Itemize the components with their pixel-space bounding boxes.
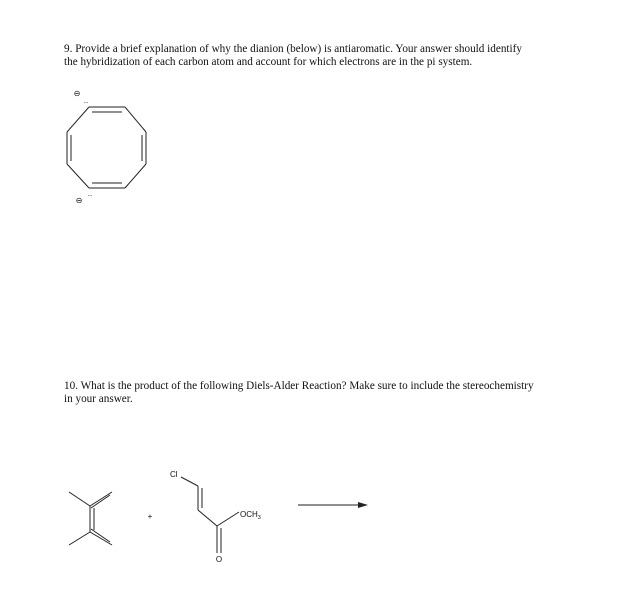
- charge-bottom-symbol: ⊖: [75, 196, 83, 205]
- cot-dianion-structure: [67, 107, 146, 188]
- question-10: [64, 380, 584, 405]
- ester-label: [240, 510, 261, 521]
- question-10-line-1: 10. What is the product of the following Diels-Alder Reaction? Make sure to include the stereochemistry: [64, 380, 534, 392]
- lone-pair-bottom: ..: [87, 189, 93, 198]
- question-10-line-2: in your answer.: [64, 392, 133, 405]
- plus-sign: +: [147, 512, 153, 521]
- ring-double-bonds: [71, 112, 142, 183]
- chlorine-label: Cl: [170, 470, 178, 479]
- ester-label-main: OCH: [240, 510, 258, 519]
- diene-structure: [69, 492, 112, 545]
- dienophile-structure: [181, 477, 239, 553]
- lone-pair-top: ..: [83, 96, 89, 105]
- reaction-arrow: [298, 502, 368, 508]
- charge-top-symbol: ⊖: [73, 89, 81, 98]
- carbonyl-oxygen-label: O: [215, 555, 223, 564]
- ester-label-subscript: 3: [257, 515, 261, 521]
- question-9-line-1: 9. Provide a brief explanation of why the dianion (below) is antiaromatic. Your answer should identify: [64, 43, 522, 55]
- octagon-ring: [67, 107, 146, 188]
- question-9-line-2: the hybridization of each carbon atom and account for which electrons are in the pi system.: [64, 55, 473, 68]
